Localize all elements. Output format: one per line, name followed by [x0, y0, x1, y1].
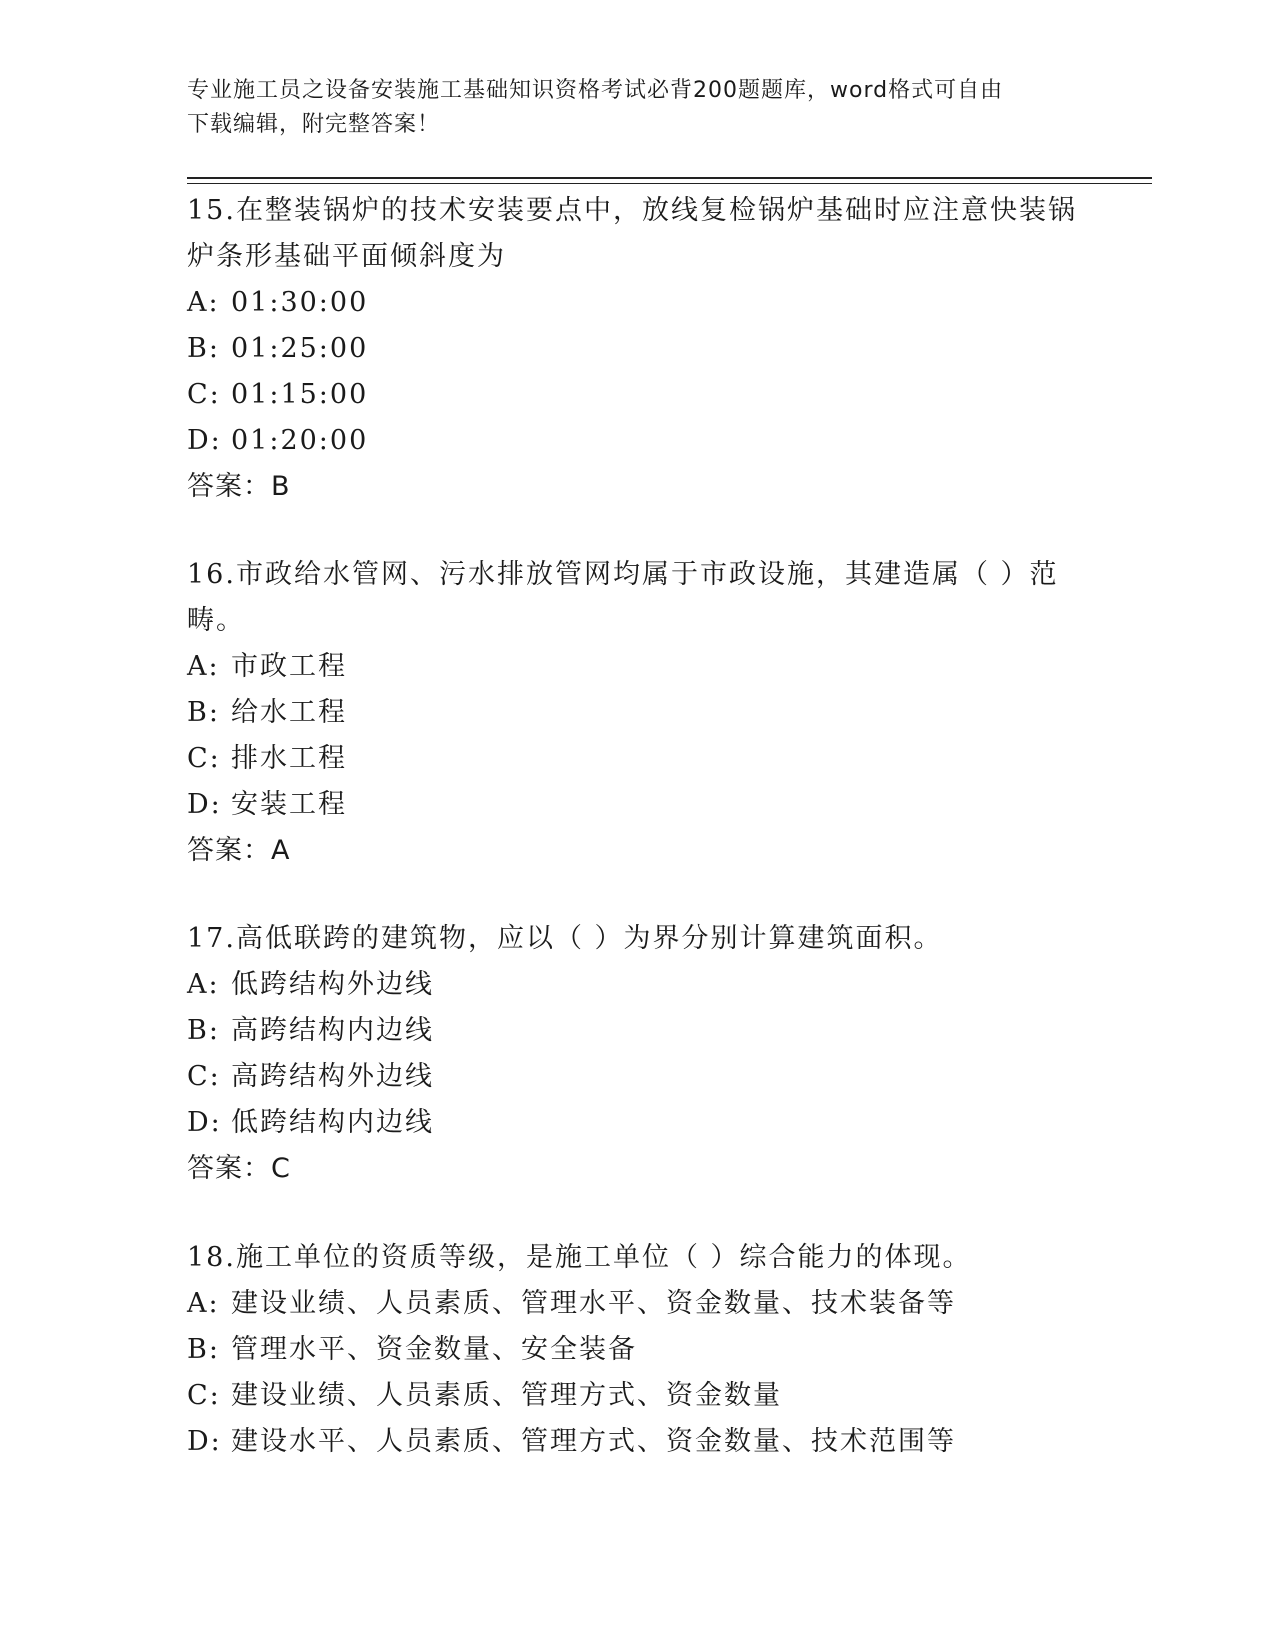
question-18 — [187, 1235, 1087, 1465]
option-b — [187, 690, 1087, 736]
option-label: C: — [187, 743, 221, 774]
option-a — [187, 1281, 1087, 1327]
option-label: B: — [187, 697, 220, 728]
option-text: 01:25:00 — [231, 333, 369, 364]
question-16 — [187, 552, 1087, 874]
option-text: 01:15:00 — [231, 379, 369, 410]
option-label: D: — [187, 425, 222, 456]
option-text: 低跨结构外边线 — [231, 969, 434, 1000]
question-15 — [187, 188, 1087, 510]
option-text: 低跨结构内边线 — [231, 1107, 434, 1138]
answer-line: 答案：B — [187, 471, 291, 502]
header-divider-thick — [187, 177, 1152, 179]
question-17 — [187, 916, 1087, 1192]
option-c — [187, 736, 1087, 782]
header-line-2: 下载编辑，附完整答案！ — [187, 112, 441, 137]
option-label: C: — [187, 379, 221, 410]
option-label: D: — [187, 1426, 222, 1457]
option-d — [187, 418, 1087, 464]
option-text: 建设水平、人员素质、管理方式、资金数量、技术范围等 — [231, 1426, 956, 1457]
option-label: C: — [187, 1061, 221, 1092]
option-a — [187, 280, 1087, 326]
option-label: C: — [187, 1380, 221, 1411]
question-text: 16.市政给水管网、污水排放管网均属于市政设施，其建造属（ ）范畴。 — [187, 559, 1059, 636]
option-text: 01:30:00 — [231, 287, 369, 318]
option-text: 管理水平、资金数量、安全装备 — [231, 1334, 637, 1365]
option-text: 市政工程 — [231, 651, 347, 682]
option-text: 高跨结构外边线 — [231, 1061, 434, 1092]
answer-line: 答案：C — [187, 1153, 291, 1184]
option-label: A: — [187, 287, 220, 318]
answer-line: 答案：A — [187, 835, 291, 866]
option-text: 给水工程 — [231, 697, 347, 728]
option-label: D: — [187, 789, 222, 820]
option-c — [187, 372, 1087, 418]
option-text: 建设业绩、人员素质、管理水平、资金数量、技术装备等 — [231, 1288, 956, 1319]
option-d — [187, 1419, 1087, 1465]
option-text: 建设业绩、人员素质、管理方式、资金数量 — [231, 1380, 782, 1411]
option-label: B: — [187, 1334, 220, 1365]
option-label: B: — [187, 1015, 220, 1046]
option-label: A: — [187, 651, 220, 682]
option-c — [187, 1373, 1087, 1419]
question-text: 15.在整装锅炉的技术安装要点中，放线复检锅炉基础时应注意快装锅炉条形基础平面倾斜度为 — [187, 195, 1077, 272]
option-d — [187, 782, 1087, 828]
option-a — [187, 644, 1087, 690]
question-text: 18.施工单位的资质等级，是施工单位（ ）综合能力的体现。 — [187, 1242, 972, 1273]
document-header — [187, 74, 1067, 142]
option-label: A: — [187, 1288, 220, 1319]
option-b — [187, 326, 1087, 372]
option-a — [187, 962, 1087, 1008]
header-line-1: 专业施工员之设备安装施工基础知识资格考试必背200题题库，word格式可自由 — [187, 78, 1004, 103]
option-b — [187, 1327, 1087, 1373]
option-text: 安装工程 — [231, 789, 347, 820]
option-c — [187, 1054, 1087, 1100]
option-text: 01:20:00 — [231, 425, 369, 456]
option-label: B: — [187, 333, 220, 364]
option-label: A: — [187, 969, 220, 1000]
question-text: 17.高低联跨的建筑物，应以（ ）为界分别计算建筑面积。 — [187, 923, 943, 954]
option-text: 排水工程 — [231, 743, 347, 774]
option-text: 高跨结构内边线 — [231, 1015, 434, 1046]
header-divider-thin — [187, 183, 1152, 184]
option-label: D: — [187, 1107, 222, 1138]
option-b — [187, 1008, 1087, 1054]
option-d — [187, 1100, 1087, 1146]
